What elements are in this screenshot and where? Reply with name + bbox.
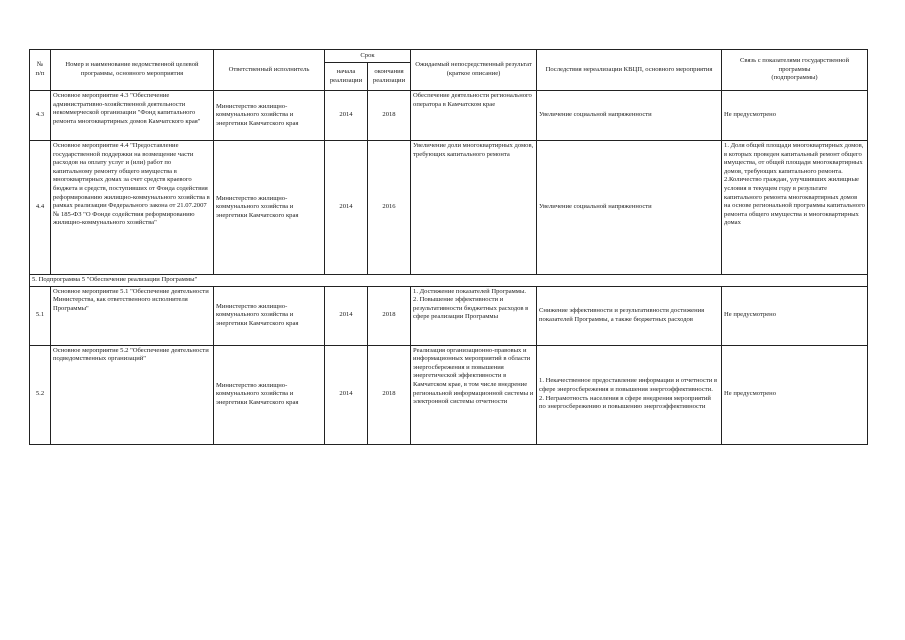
row-start: 2014 — [325, 141, 368, 275]
row-end: 2018 — [368, 91, 411, 141]
row-consequences: Снижение эффективности и результативности достижения показателей Программы, а также бюджетных расходов — [537, 286, 722, 345]
header-executor: Ответственный исполнитель — [214, 50, 325, 91]
header-num: № п/п — [30, 50, 51, 91]
row-executor: Министерство жилищно-коммунального хозяйства и энергетики Камчатского края — [214, 286, 325, 345]
table-row — [30, 141, 868, 275]
table-row — [30, 345, 868, 444]
table-row — [30, 91, 868, 141]
header-link: Связь с показателями государственной программы (подпрограммы) — [722, 50, 868, 91]
header-result: Ожидаемый непосредственный результат (краткое описание) — [411, 50, 537, 91]
header-start: начала реализации — [325, 63, 368, 91]
row-name: Основное мероприятие 4.4 "Предоставление государственной поддержки на возмещение части расходов на оплату услуг и (или) работ по капитальному ремонту общего имущества в многоквартирных домах за счет средств краевого бюджета и средств, поступивших от Фонда содействия реформированию жилищно-коммунального хозяйства в рамках реализации Федерального закона от 21.07.2007 № 185-ФЗ "О Фонде содействия реформированию жилищно-коммунального хозяйства" — [51, 141, 214, 275]
header-consequences: Последствия нереализации КВЦП, основного мероприятия — [537, 50, 722, 91]
row-consequences: Увеличение социальной напряженности — [537, 141, 722, 275]
table-row — [30, 286, 868, 345]
row-executor: Министерство жилищно-коммунального хозяйства и энергетики Камчатского края — [214, 91, 325, 141]
row-num: 5.2 — [30, 345, 51, 444]
row-result: Увеличение доли многоквартирных домов, требующих капитального ремонта — [411, 141, 537, 275]
row-result: Обеспечение деятельности регионального оператора в Камчатском крае — [411, 91, 537, 141]
program-table — [29, 49, 868, 445]
row-link: Не предусмотрено — [722, 286, 868, 345]
row-start: 2014 — [325, 345, 368, 444]
header-name: Номер и наименование ведомственной целевой программы, основного мероприятия — [51, 50, 214, 91]
header-end: окончания реализации — [368, 63, 411, 91]
header-term: Срок — [325, 50, 411, 63]
row-link: 1. Доля общей площади многоквартирных домов, в которых проведен капитальный ремонт общего имущества, от общей площади многоквартирных домов, требующих капитального ремонта. 2.Количество граждан, улучшивших жилищные условия в текущем году в результате капитального ремонта многоквартирных домов на основе региональной программы капитального ремонта общего имущества и многоквартирных домах — [722, 141, 868, 275]
section-title: 5. Подпрограмма 5 "Обеспечение реализации Программы" — [30, 275, 868, 287]
header-row-1 — [30, 50, 868, 63]
row-num: 4.3 — [30, 91, 51, 141]
section-row — [30, 275, 868, 287]
row-end: 2018 — [368, 286, 411, 345]
row-start: 2014 — [325, 91, 368, 141]
row-name: Основное мероприятие 5.2 "Обеспечение деятельности подведомственных организаций" — [51, 345, 214, 444]
row-link: Не предусмотрено — [722, 345, 868, 444]
row-result: Реализация организационно-правовых и информационных мероприятий в области энергосбережения и повышения энергетической эффективности в Камчатском крае, в том числе внедрение региональной информационной системы и электронной системы отчетности — [411, 345, 537, 444]
row-link: Не предусмотрено — [722, 91, 868, 141]
row-name: Основное мероприятие 5.1 "Обеспечение деятельности Министерства, как ответственного исполнителя Программы" — [51, 286, 214, 345]
row-consequences: Увеличение социальной напряженности — [537, 91, 722, 141]
row-executor: Министерство жилищно-коммунального хозяйства и энергетики Камчатского края — [214, 141, 325, 275]
row-start: 2014 — [325, 286, 368, 345]
row-name: Основное мероприятие 4.3 "Обеспечение административно-хозяйственной деятельности некоммерческой организации "Фонд капитального ремонта многоквартирных домов Камчатского края" — [51, 91, 214, 141]
row-executor: Министерство жилищно-коммунального хозяйства и энергетики Камчатского края — [214, 345, 325, 444]
row-num: 4.4 — [30, 141, 51, 275]
row-num: 5.1 — [30, 286, 51, 345]
row-consequences: 1. Некачественное предоставление информации и отчетности в сфере энергосбережения и повышения энергоэффективности. 2. Неграмотность населения в сфере внедрения мероприятий по энергосбережению и повышению энергоэффективности — [537, 345, 722, 444]
row-end: 2018 — [368, 345, 411, 444]
row-end: 2016 — [368, 141, 411, 275]
row-result: 1. Достижение показателей Программы. 2. Повышение эффективности и результативности бюджетных расходов в сфере реализации Программы — [411, 286, 537, 345]
